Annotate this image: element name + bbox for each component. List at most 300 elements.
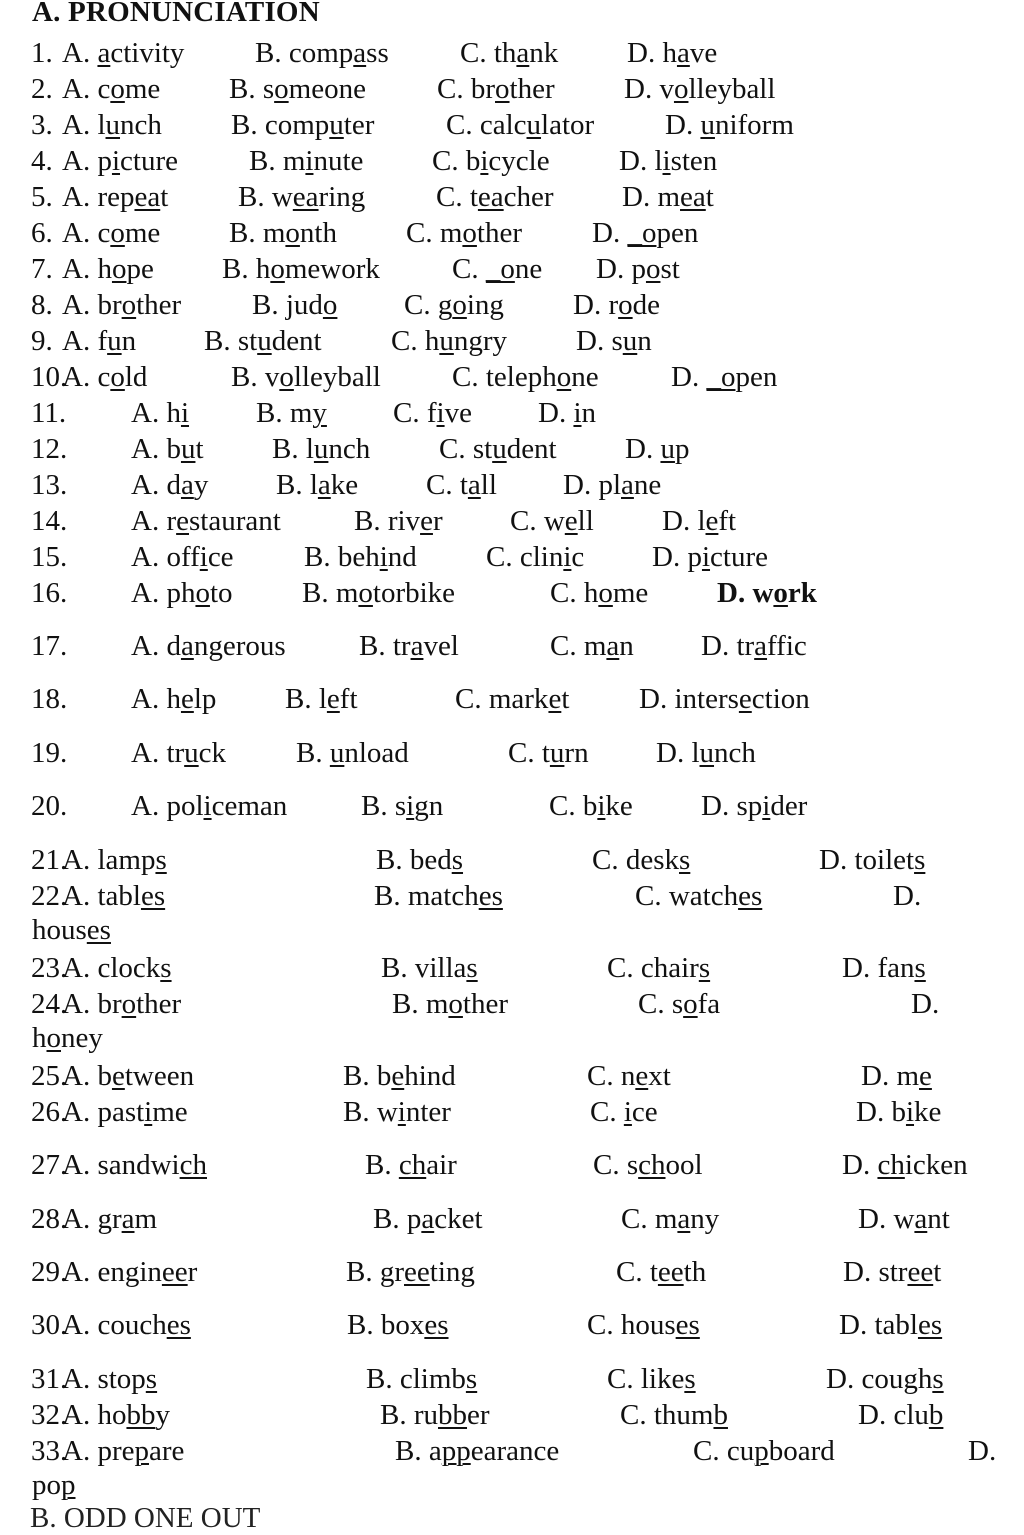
question-number: 26. bbox=[31, 1096, 68, 1128]
question-row bbox=[0, 179, 1024, 215]
answer-option-d: D. plane bbox=[563, 469, 662, 501]
underlined-sound: u bbox=[329, 109, 344, 141]
underlined-sound: a bbox=[914, 1203, 928, 1235]
underlined-sound: o bbox=[618, 289, 633, 321]
answer-option-c: C. student bbox=[439, 433, 557, 465]
question-row bbox=[0, 35, 1024, 71]
underlined-sound: i bbox=[623, 1096, 632, 1128]
answer-option-b: B. month bbox=[229, 217, 337, 249]
underlined-sound: s bbox=[451, 844, 464, 876]
underlined-sound: e bbox=[180, 683, 194, 715]
answer-option-d: D. coughs bbox=[826, 1363, 944, 1395]
answer-option-d: D. traffic bbox=[701, 630, 807, 662]
underlined-sound: p bbox=[754, 1435, 769, 1467]
question-row bbox=[0, 395, 1024, 431]
answer-option-d: D. uniform bbox=[665, 109, 794, 141]
question-number: 30. bbox=[31, 1309, 68, 1341]
underlined-sound: u bbox=[660, 433, 675, 465]
question-number: 27. bbox=[31, 1149, 68, 1181]
next-section-title: B. ODD ONE OUT bbox=[30, 1502, 261, 1534]
answer-option-a: A. brother bbox=[62, 289, 182, 321]
underlined-sound: es bbox=[424, 1309, 449, 1341]
answer-option-b: B. my bbox=[256, 397, 327, 429]
underlined-sound: i bbox=[905, 1096, 915, 1128]
answer-option-d: D. up bbox=[625, 433, 690, 465]
underlined-sound: o bbox=[111, 253, 127, 285]
underlined-sound: e bbox=[176, 505, 189, 537]
answer-option-c: C. ice bbox=[590, 1096, 658, 1128]
question-number: 33. bbox=[31, 1435, 68, 1467]
answer-option-a: A. sandwich bbox=[62, 1149, 207, 1181]
question-number: 3. bbox=[31, 109, 53, 141]
answer-option-b: B. villas bbox=[381, 952, 478, 984]
question-number: 19. bbox=[31, 737, 68, 769]
answer-option-b: B. matches bbox=[374, 880, 503, 912]
answer-option-c: C. sofa bbox=[638, 988, 721, 1020]
underlined-sound: o bbox=[448, 988, 463, 1020]
answer-option-d: D. bike bbox=[856, 1096, 942, 1128]
question-number: 17. bbox=[31, 630, 68, 662]
underlined-sound: ea bbox=[134, 181, 161, 213]
underlined-sound: ch bbox=[638, 1149, 666, 1181]
answer-option-d: D. street bbox=[843, 1256, 942, 1288]
underlined-sound: i bbox=[436, 397, 445, 429]
answer-option-b: B. computer bbox=[231, 109, 375, 141]
question-row bbox=[0, 323, 1024, 359]
underlined-sound: i bbox=[199, 541, 208, 573]
underlined-sound: ee bbox=[161, 1256, 188, 1288]
question-row bbox=[0, 1254, 1024, 1290]
underlined-sound: p bbox=[61, 1469, 76, 1501]
underlined-sound: bb bbox=[126, 1399, 156, 1431]
underlined-sound: u bbox=[105, 109, 121, 141]
answer-option-c: C. market bbox=[455, 683, 570, 715]
underlined-sound: e bbox=[548, 683, 562, 715]
answer-option-a: A. activity bbox=[62, 37, 185, 69]
wrapped-option-word: pop bbox=[32, 1469, 76, 1501]
underlined-sound: o bbox=[110, 361, 125, 393]
underlined-sound: s bbox=[914, 844, 926, 876]
answer-option-a: A. engineer bbox=[62, 1256, 198, 1288]
underlined-sound: p bbox=[134, 1435, 149, 1467]
answer-option-d: D. bbox=[893, 880, 922, 912]
underlined-sound: u bbox=[549, 737, 565, 769]
underlined-sound: e bbox=[738, 683, 752, 715]
answer-option-d: D. picture bbox=[652, 541, 768, 573]
question-number: 23. bbox=[31, 952, 68, 984]
answer-option-b: B. winter bbox=[343, 1096, 451, 1128]
answer-option-c: C. well bbox=[510, 505, 594, 537]
answer-option-c: C. telephone bbox=[452, 361, 599, 393]
underlined-sound: u bbox=[700, 109, 715, 141]
answer-option-a: A. day bbox=[131, 469, 209, 501]
underlined-sound: e bbox=[705, 505, 719, 537]
underlined-sound: i bbox=[379, 541, 388, 573]
answer-option-d: D. have bbox=[627, 37, 718, 69]
answer-option-c: C. going bbox=[404, 289, 504, 321]
underlined-sound: u bbox=[107, 325, 122, 357]
underlined-sound: i bbox=[406, 790, 415, 822]
underlined-sound: y bbox=[312, 397, 327, 429]
underlined-sound: es bbox=[140, 880, 166, 912]
question-row bbox=[0, 143, 1024, 179]
answer-option-d: D. club bbox=[858, 1399, 944, 1431]
answer-option-d: D. left bbox=[662, 505, 737, 537]
underlined-sound: es bbox=[86, 914, 111, 946]
underlined-sound: u bbox=[439, 325, 454, 357]
answer-option-b: B. behind bbox=[343, 1060, 456, 1092]
underlined-sound: o bbox=[556, 361, 572, 393]
answer-option-a: A. dangerous bbox=[131, 630, 286, 662]
underlined-sound: es bbox=[917, 1309, 943, 1341]
underlined-sound: o bbox=[358, 577, 373, 609]
question-number: 15. bbox=[31, 541, 68, 573]
answer-option-d: D. me bbox=[861, 1060, 932, 1092]
answer-option-b: B. volleyball bbox=[231, 361, 381, 393]
underlined-sound: ee bbox=[657, 1256, 684, 1288]
question-row bbox=[0, 503, 1024, 539]
underlined-sound: ea bbox=[477, 181, 504, 213]
underlined-sound: o bbox=[46, 1022, 61, 1054]
underlined-sound: s bbox=[466, 952, 478, 984]
answer-option-c: C. brother bbox=[437, 73, 555, 105]
wrapped-option-word: houses bbox=[32, 914, 111, 946]
underlined-sound: _o bbox=[706, 361, 736, 393]
answer-option-b: B. left bbox=[285, 683, 358, 715]
answer-option-b: B. lake bbox=[276, 469, 359, 501]
underlined-sound: a bbox=[97, 37, 111, 69]
underlined-sound: o bbox=[673, 73, 689, 105]
answer-option-b: B. packet bbox=[373, 1203, 483, 1235]
underlined-sound: i bbox=[762, 790, 771, 822]
underlined-sound: o bbox=[110, 73, 125, 105]
wrapped-option-word: honey bbox=[32, 1022, 103, 1054]
answer-option-b: B. travel bbox=[359, 630, 459, 662]
underlined-sound: o bbox=[274, 73, 289, 105]
question-number: 29. bbox=[31, 1256, 68, 1288]
underlined-sound: a bbox=[754, 630, 768, 662]
answer-option-b: B. greeting bbox=[346, 1256, 475, 1288]
answer-option-c: C. teeth bbox=[616, 1256, 707, 1288]
answer-option-a: A. cold bbox=[62, 361, 148, 393]
answer-option-b: B. minute bbox=[249, 145, 364, 177]
answer-option-c: C. turn bbox=[508, 737, 589, 769]
underlined-sound: s bbox=[160, 952, 172, 984]
answer-option-c: C. cupboard bbox=[693, 1435, 835, 1467]
answer-option-a: A. restaurant bbox=[131, 505, 281, 537]
answer-option-d: D. bbox=[911, 988, 940, 1020]
underlined-sound: a bbox=[121, 1203, 135, 1235]
question-row bbox=[0, 359, 1024, 395]
answer-option-a: A. policeman bbox=[131, 790, 288, 822]
answer-option-a: A. couches bbox=[62, 1309, 191, 1341]
question-number: 22. bbox=[31, 880, 68, 912]
question-row bbox=[0, 1397, 1024, 1433]
underlined-sound: o bbox=[683, 988, 698, 1020]
underlined-sound: i bbox=[397, 1096, 406, 1128]
answer-option-a: A. hope bbox=[62, 253, 154, 285]
underlined-sound: s bbox=[145, 1363, 158, 1395]
answer-option-b: B. lunch bbox=[272, 433, 371, 465]
question-number: 2. bbox=[31, 73, 53, 105]
question-number: 18. bbox=[31, 683, 68, 715]
answer-option-b: B. climbs bbox=[366, 1363, 478, 1395]
answer-option-b: B. river bbox=[354, 505, 443, 537]
answer-option-c: C. _one bbox=[452, 253, 543, 285]
underlined-sound: o bbox=[121, 289, 137, 321]
underlined-sound: _o bbox=[627, 217, 657, 249]
question-row bbox=[0, 539, 1024, 575]
underlined-sound: ee bbox=[404, 1256, 430, 1288]
question-number: 4. bbox=[31, 145, 53, 177]
underlined-sound: a bbox=[180, 630, 194, 662]
underlined-sound: a bbox=[677, 1203, 691, 1235]
underlined-sound: a bbox=[676, 37, 690, 69]
underlined-sound: e bbox=[111, 1060, 125, 1092]
answer-option-b: B. appearance bbox=[395, 1435, 560, 1467]
question-number: 13. bbox=[31, 469, 68, 501]
answer-option-b: B. compass bbox=[255, 37, 389, 69]
underlined-sound: a bbox=[410, 630, 424, 662]
answer-option-d: D. _open bbox=[671, 361, 778, 393]
answer-option-b: B. chair bbox=[365, 1149, 457, 1181]
underlined-sound: s bbox=[679, 844, 691, 876]
underlined-sound: ea bbox=[292, 181, 319, 213]
question-number: 11. bbox=[31, 397, 67, 429]
answer-option-d: D. toilets bbox=[819, 844, 926, 876]
question-number: 9. bbox=[31, 325, 53, 357]
question-row bbox=[0, 1147, 1024, 1183]
question-number: 32. bbox=[31, 1399, 68, 1431]
underlined-sound: es bbox=[675, 1309, 700, 1341]
answer-option-d: D. lunch bbox=[656, 737, 756, 769]
underlined-sound: a bbox=[516, 37, 530, 69]
question-row bbox=[0, 986, 1024, 1022]
answer-option-b: B. boxes bbox=[347, 1309, 449, 1341]
answer-option-d: D. want bbox=[858, 1203, 950, 1235]
answer-option-c: C. clinic bbox=[486, 541, 585, 573]
question-row bbox=[0, 788, 1024, 824]
answer-option-c: C. tall bbox=[426, 469, 497, 501]
question-number: 24. bbox=[31, 988, 68, 1020]
question-row bbox=[0, 878, 1024, 914]
underlined-sound: s bbox=[698, 952, 711, 984]
underlined-sound: u bbox=[257, 325, 272, 357]
answer-option-b: B. someone bbox=[229, 73, 366, 105]
answer-option-c: C. chairs bbox=[607, 952, 711, 984]
answer-option-a: A. pastime bbox=[62, 1096, 188, 1128]
question-row bbox=[0, 842, 1024, 878]
underlined-sound: u bbox=[526, 109, 542, 141]
underlined-sound: _o bbox=[485, 253, 515, 285]
answer-option-d: D. in bbox=[538, 397, 597, 429]
answer-option-c: C. likes bbox=[607, 1363, 696, 1395]
question-number: 20. bbox=[31, 790, 68, 822]
underlined-sound: o bbox=[598, 577, 613, 609]
underlined-sound: e bbox=[919, 1060, 932, 1092]
question-row bbox=[0, 107, 1024, 143]
underlined-sound: a bbox=[317, 469, 331, 501]
answer-option-c: C. houses bbox=[587, 1309, 700, 1341]
answer-option-a: A. lamps bbox=[62, 844, 167, 876]
underlined-sound: a bbox=[180, 469, 194, 501]
question-row bbox=[0, 575, 1024, 611]
question-number: 5. bbox=[31, 181, 53, 213]
underlined-sound: ch bbox=[179, 1149, 207, 1181]
underlined-sound: o bbox=[110, 217, 125, 249]
question-row bbox=[0, 215, 1024, 251]
answer-option-d: D. meat bbox=[622, 181, 714, 213]
question-row bbox=[0, 1058, 1024, 1094]
question-row bbox=[0, 1361, 1024, 1397]
question-number: 28. bbox=[31, 1203, 68, 1235]
answer-option-c: C. next bbox=[587, 1060, 671, 1092]
answer-option-c: C. school bbox=[593, 1149, 703, 1181]
underlined-sound: a bbox=[421, 1203, 435, 1235]
answer-option-b: B. homework bbox=[222, 253, 380, 285]
underlined-sound: es bbox=[166, 1309, 191, 1341]
question-row bbox=[0, 1433, 1024, 1469]
question-number: 12. bbox=[31, 433, 68, 465]
underlined-sound: o bbox=[285, 217, 300, 249]
answer-option-b: B. behind bbox=[304, 541, 417, 573]
underlined-sound: i bbox=[480, 145, 489, 177]
underlined-sound: pp bbox=[441, 1435, 471, 1467]
answer-option-b: B. judo bbox=[252, 289, 338, 321]
underlined-sound: i bbox=[597, 790, 606, 822]
question-number: 7. bbox=[31, 253, 53, 285]
underlined-sound: b bbox=[713, 1399, 728, 1431]
underlined-sound: es bbox=[478, 880, 503, 912]
answer-option-c: C. bicycle bbox=[432, 145, 550, 177]
answer-option-d: D. bbox=[968, 1435, 997, 1467]
answer-option-d: D. work bbox=[717, 577, 817, 609]
question-number: 6. bbox=[31, 217, 53, 249]
question-row bbox=[0, 71, 1024, 107]
underlined-sound: o bbox=[322, 289, 338, 321]
answer-option-b: B. mother bbox=[392, 988, 508, 1020]
question-number: 25. bbox=[31, 1060, 68, 1092]
answer-option-d: D. post bbox=[596, 253, 680, 285]
question-row bbox=[0, 1201, 1024, 1237]
question-number: 21. bbox=[31, 844, 68, 876]
question-row bbox=[0, 628, 1024, 664]
answer-option-b: B. unload bbox=[296, 737, 409, 769]
answer-option-d: D. spider bbox=[701, 790, 808, 822]
answer-option-a: A. tables bbox=[62, 880, 166, 912]
answer-option-c: C. man bbox=[550, 630, 634, 662]
question-row bbox=[0, 1094, 1024, 1130]
underlined-sound: u bbox=[622, 325, 638, 357]
underlined-sound: s bbox=[914, 952, 926, 984]
answer-option-a: A. hi bbox=[131, 397, 190, 429]
underlined-sound: i bbox=[662, 145, 671, 177]
question-number: 14. bbox=[31, 505, 68, 537]
answer-option-a: A. come bbox=[62, 217, 161, 249]
underlined-sound: i bbox=[144, 1096, 153, 1128]
answer-option-a: A. gram bbox=[62, 1203, 158, 1235]
underlined-sound: es bbox=[738, 880, 763, 912]
underlined-sound: s bbox=[465, 1363, 478, 1395]
underlined-sound: i bbox=[111, 145, 121, 177]
underlined-sound: a bbox=[606, 630, 620, 662]
answer-option-a: A. clocks bbox=[62, 952, 172, 984]
question-number: 1. bbox=[31, 37, 53, 69]
underlined-sound: u bbox=[184, 737, 199, 769]
answer-option-a: A. office bbox=[131, 541, 234, 573]
answer-option-c: C. thank bbox=[460, 37, 559, 69]
answer-option-d: D. fans bbox=[842, 952, 926, 984]
underlined-sound: u bbox=[699, 737, 715, 769]
underlined-sound: i bbox=[305, 145, 314, 177]
underlined-sound: ch bbox=[398, 1149, 427, 1181]
question-number: 16. bbox=[31, 577, 68, 609]
underlined-sound: o bbox=[495, 73, 510, 105]
answer-option-a: A. stops bbox=[62, 1363, 158, 1395]
underlined-sound: s bbox=[155, 844, 167, 876]
answer-option-c: C. bike bbox=[549, 790, 633, 822]
underlined-sound: a bbox=[353, 37, 367, 69]
section-title: A. PRONUNCIATION bbox=[32, 0, 320, 28]
underlined-sound: i bbox=[573, 397, 582, 429]
underlined-sound: o bbox=[121, 988, 137, 1020]
underlined-sound: o bbox=[645, 253, 661, 285]
underlined-sound: s bbox=[684, 1363, 696, 1395]
answer-option-a: A. picture bbox=[62, 145, 178, 177]
underlined-sound: o bbox=[452, 289, 467, 321]
answer-option-a: A. but bbox=[131, 433, 204, 465]
answer-option-a: A. help bbox=[131, 683, 217, 715]
answer-option-d: D. tables bbox=[839, 1309, 943, 1341]
underlined-sound: e bbox=[391, 1060, 405, 1092]
underlined-sound: o bbox=[773, 577, 788, 609]
underlined-sound: u bbox=[329, 737, 345, 769]
answer-option-d: D. volleyball bbox=[624, 73, 776, 105]
underlined-sound: e bbox=[635, 1060, 649, 1092]
question-row bbox=[0, 950, 1024, 986]
question-row bbox=[0, 251, 1024, 287]
underlined-sound: bb bbox=[438, 1399, 468, 1431]
question-number: 10. bbox=[31, 361, 68, 393]
answer-option-a: A. prepare bbox=[62, 1435, 185, 1467]
answer-option-a: A. repeat bbox=[62, 181, 169, 213]
underlined-sound: ee bbox=[907, 1256, 934, 1288]
underlined-sound: o bbox=[270, 253, 285, 285]
question-row bbox=[0, 287, 1024, 323]
underlined-sound: a bbox=[467, 469, 481, 501]
underlined-sound: i bbox=[203, 790, 212, 822]
question-number: 8. bbox=[31, 289, 53, 321]
answer-option-b: B. wearing bbox=[238, 181, 366, 213]
underlined-sound: e bbox=[326, 683, 340, 715]
answer-option-b: B. student bbox=[204, 325, 322, 357]
answer-option-a: A. come bbox=[62, 73, 161, 105]
answer-option-a: A. between bbox=[62, 1060, 195, 1092]
question-row bbox=[0, 735, 1024, 771]
underlined-sound: a bbox=[621, 469, 634, 501]
underlined-sound: o bbox=[279, 361, 294, 393]
underlined-sound: s bbox=[932, 1363, 944, 1395]
underlined-sound: i bbox=[701, 541, 711, 573]
answer-option-c: C. watches bbox=[635, 880, 763, 912]
underlined-sound: b bbox=[928, 1399, 944, 1431]
answer-option-a: A. photo bbox=[131, 577, 233, 609]
underlined-sound: e bbox=[420, 505, 433, 537]
answer-option-c: C. home bbox=[550, 577, 649, 609]
underlined-sound: o bbox=[462, 217, 477, 249]
answer-option-d: D. intersection bbox=[639, 683, 810, 715]
answer-option-c: C. mother bbox=[406, 217, 522, 249]
